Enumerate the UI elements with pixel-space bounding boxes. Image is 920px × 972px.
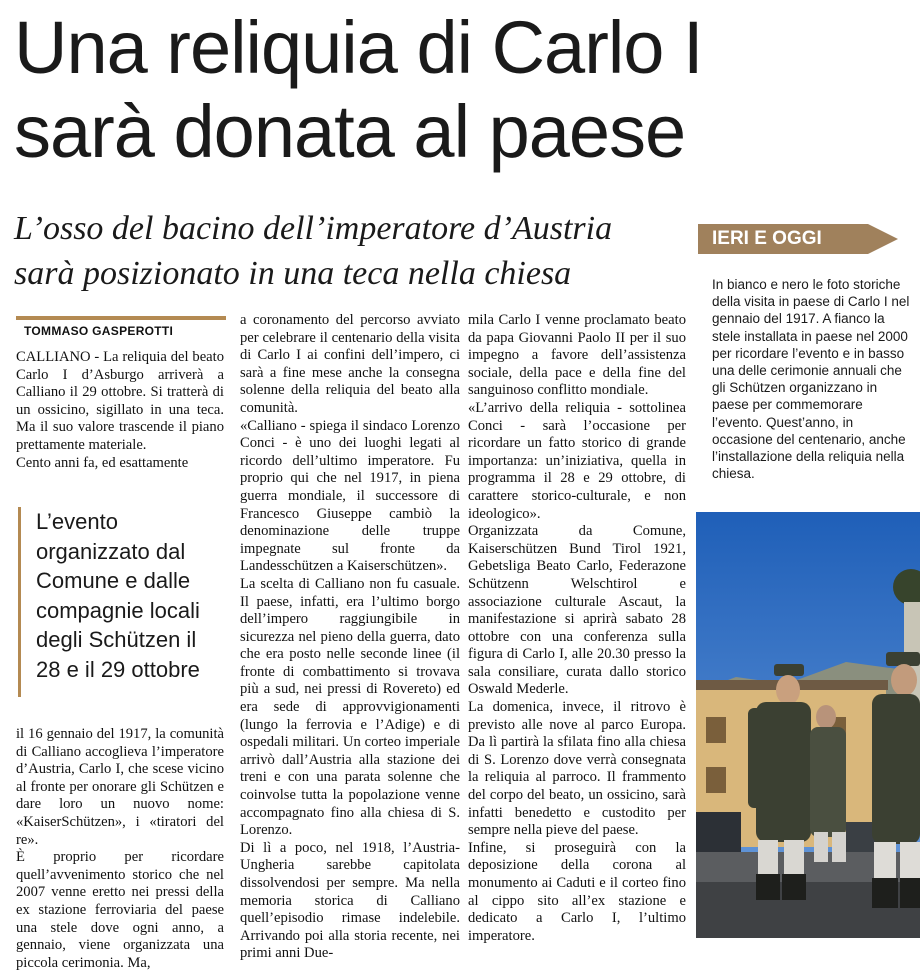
paragraph: Di lì a poco, nel 1918, l’Austria-Ungheria sarebbe capitolata dissolvendosi per sempre. Ma nella memoria storica di Calliano quell’episodio rimase indelebile. Arrivando poi alla storia recente, nei primi anni Due- bbox=[240, 839, 460, 962]
schuetzen-ceremony-photo bbox=[696, 512, 920, 938]
headline bbox=[14, 6, 914, 174]
paragraph: Infine, si proseguirà con la deposizione della corona al monumento ai Caduti e il corteo fino al cippo sito all’ex stazione e dedicato a Carlo I, l’ultimo imperatore. bbox=[468, 839, 686, 944]
paragraph: a coronamento del percorso avviato per celebrare il centenario della visita di Carlo I ai confini dell’impero, ci sarà a fine mese anche la consegna solenne della reliquia del beato alla comunità. bbox=[240, 312, 460, 416]
paragraph: La scelta di Calliano non fu casuale. Il paese, infatti, era l’ultimo borgo dell’impero raggiungibile in sicurezza nel pieno della guerra, dato che era posto nelle seconde linee (il fronte di combattimento si trovava più a sud, nei pressi di Rovereto) ed era sede di approvvigionamenti (lungo la ferrovia e l’Adige) e di ospedali militari. Un corteo imperiale arrivò dall’Austria alla stazione dei treni e con una parata solenne che coinvolse tutta la popolazione venne accompagnato fino alla chiesa di S. Lorenzo. bbox=[240, 575, 460, 839]
paragraph: Organizzata da Comune, Kaiserschützen Bund Tirol 1921, Gebetsliga Beato Carlo, Federazone Schützenn Welschtirol e associazione culturale Ascaut, la manifestazione si aprirà sabato 28 ottobre con una conferenza sulla figura di Carlo I, alle 20.30 presso la sala consiliare, curata dallo storico Oswald Mederle. bbox=[468, 523, 686, 698]
sidebar-tag: IERI E OGGI bbox=[698, 224, 868, 254]
pull-quote: L’evento organizzato dal Comune e dalle compagnie locali degli Schützen il 28 e il 29 ottobre bbox=[36, 509, 200, 682]
byline-rule bbox=[16, 316, 226, 320]
paragraph: «L’arrivo della reliquia - sottolinea Conci - sarà l’occasione per ricordare un fatto storico di grande importanza: un’iniziativa, quella in programma il 28 e 29 ottobre, di carattere storico-culturale, e non ideologico». bbox=[468, 399, 686, 522]
column-3 bbox=[468, 312, 686, 945]
column-1-bottom bbox=[16, 726, 224, 972]
paragraph: CALLIANO - La reliquia del beato Carlo I d’Asburgo arriverà a Calliano il 29 ottobre. Si tratterà di un ossicino, sigillato in una teca. Ma il suo valore trascende il piano prettamente materiale. bbox=[16, 349, 224, 453]
paragraph: È proprio per ricordare quell’avvenimento storico che nel 2007 venne eretto nei pressi della ex stazione ferroviaria del paese una stele dove ogni anno, a gennaio, viene organizzata una piccola cerimonia. Ma, bbox=[16, 849, 224, 971]
paragraph: La domenica, invece, il ritrovo è previsto alle nove al parco Europa. Da lì partirà la sfilata fino alla chiesa di S. Lorenzo dove verrà consegnata la reliquia al parroco. Il frammento del corpo del beato, un ossicino, sarà infatti benedetto e custodito per sempre nella pieve del paese. bbox=[468, 699, 686, 839]
subhead-line-1: L’osso del bacino dell’imperatore d’Austria bbox=[14, 210, 613, 247]
pull-quote-bar bbox=[18, 507, 21, 697]
sidebar-tag-arrow bbox=[868, 224, 898, 254]
sidebar-caption: In bianco e nero le foto storiche della visita in paese di Carlo I nel gennaio del 1917. A fianco la stele installata in paese nel 2000 per ricordare l’evento e in basso una delle cerimonie annuali che gli Schützen organizzano in paese per commemorare l’evento. Quest’anno, in occasione del centenario, anche l’installazione della reliquia nella chiesa. bbox=[712, 277, 910, 482]
paragraph: «Calliano - spiega il sindaco Lorenzo Conci - è uno dei luoghi legati al ricordo dell’ultimo imperatore. Fu proprio qui che nel 1917, in piena guerra mondiale, il successore di Francesco Giuseppe cambiò la denominazione delle truppe impegnate sul fronte da Landesschützen a Kaiserschützen». bbox=[240, 417, 460, 575]
byline: TOMMASO GASPEROTTI bbox=[24, 324, 174, 338]
paragraph: il 16 gennaio del 1917, la comunità di Calliano accoglieva l’imperatore d’Austria, Carlo I, che scese vicino al fronte per onorare gli Schützen e dare loro un nuovo nome: «KaiserSchützen», i «tiratori del re». bbox=[16, 726, 224, 848]
subheadline bbox=[14, 206, 684, 296]
column-1-top bbox=[16, 349, 224, 472]
paragraph: Cento anni fa, ed esattamente bbox=[16, 454, 189, 471]
column-2 bbox=[240, 312, 460, 963]
headline-line-1: Una reliquia di Carlo I bbox=[14, 6, 703, 89]
paragraph: mila Carlo I venne proclamato beato da papa Giovanni Paolo II per il suo impegno a favore dell’assistenza sociale, della pace e della fine del sanguinoso conflitto mondiale. bbox=[468, 312, 686, 399]
subhead-line-2: sarà posizionato in una teca nella chiesa bbox=[14, 255, 572, 292]
headline-line-2: sarà donata al paese bbox=[14, 90, 686, 173]
